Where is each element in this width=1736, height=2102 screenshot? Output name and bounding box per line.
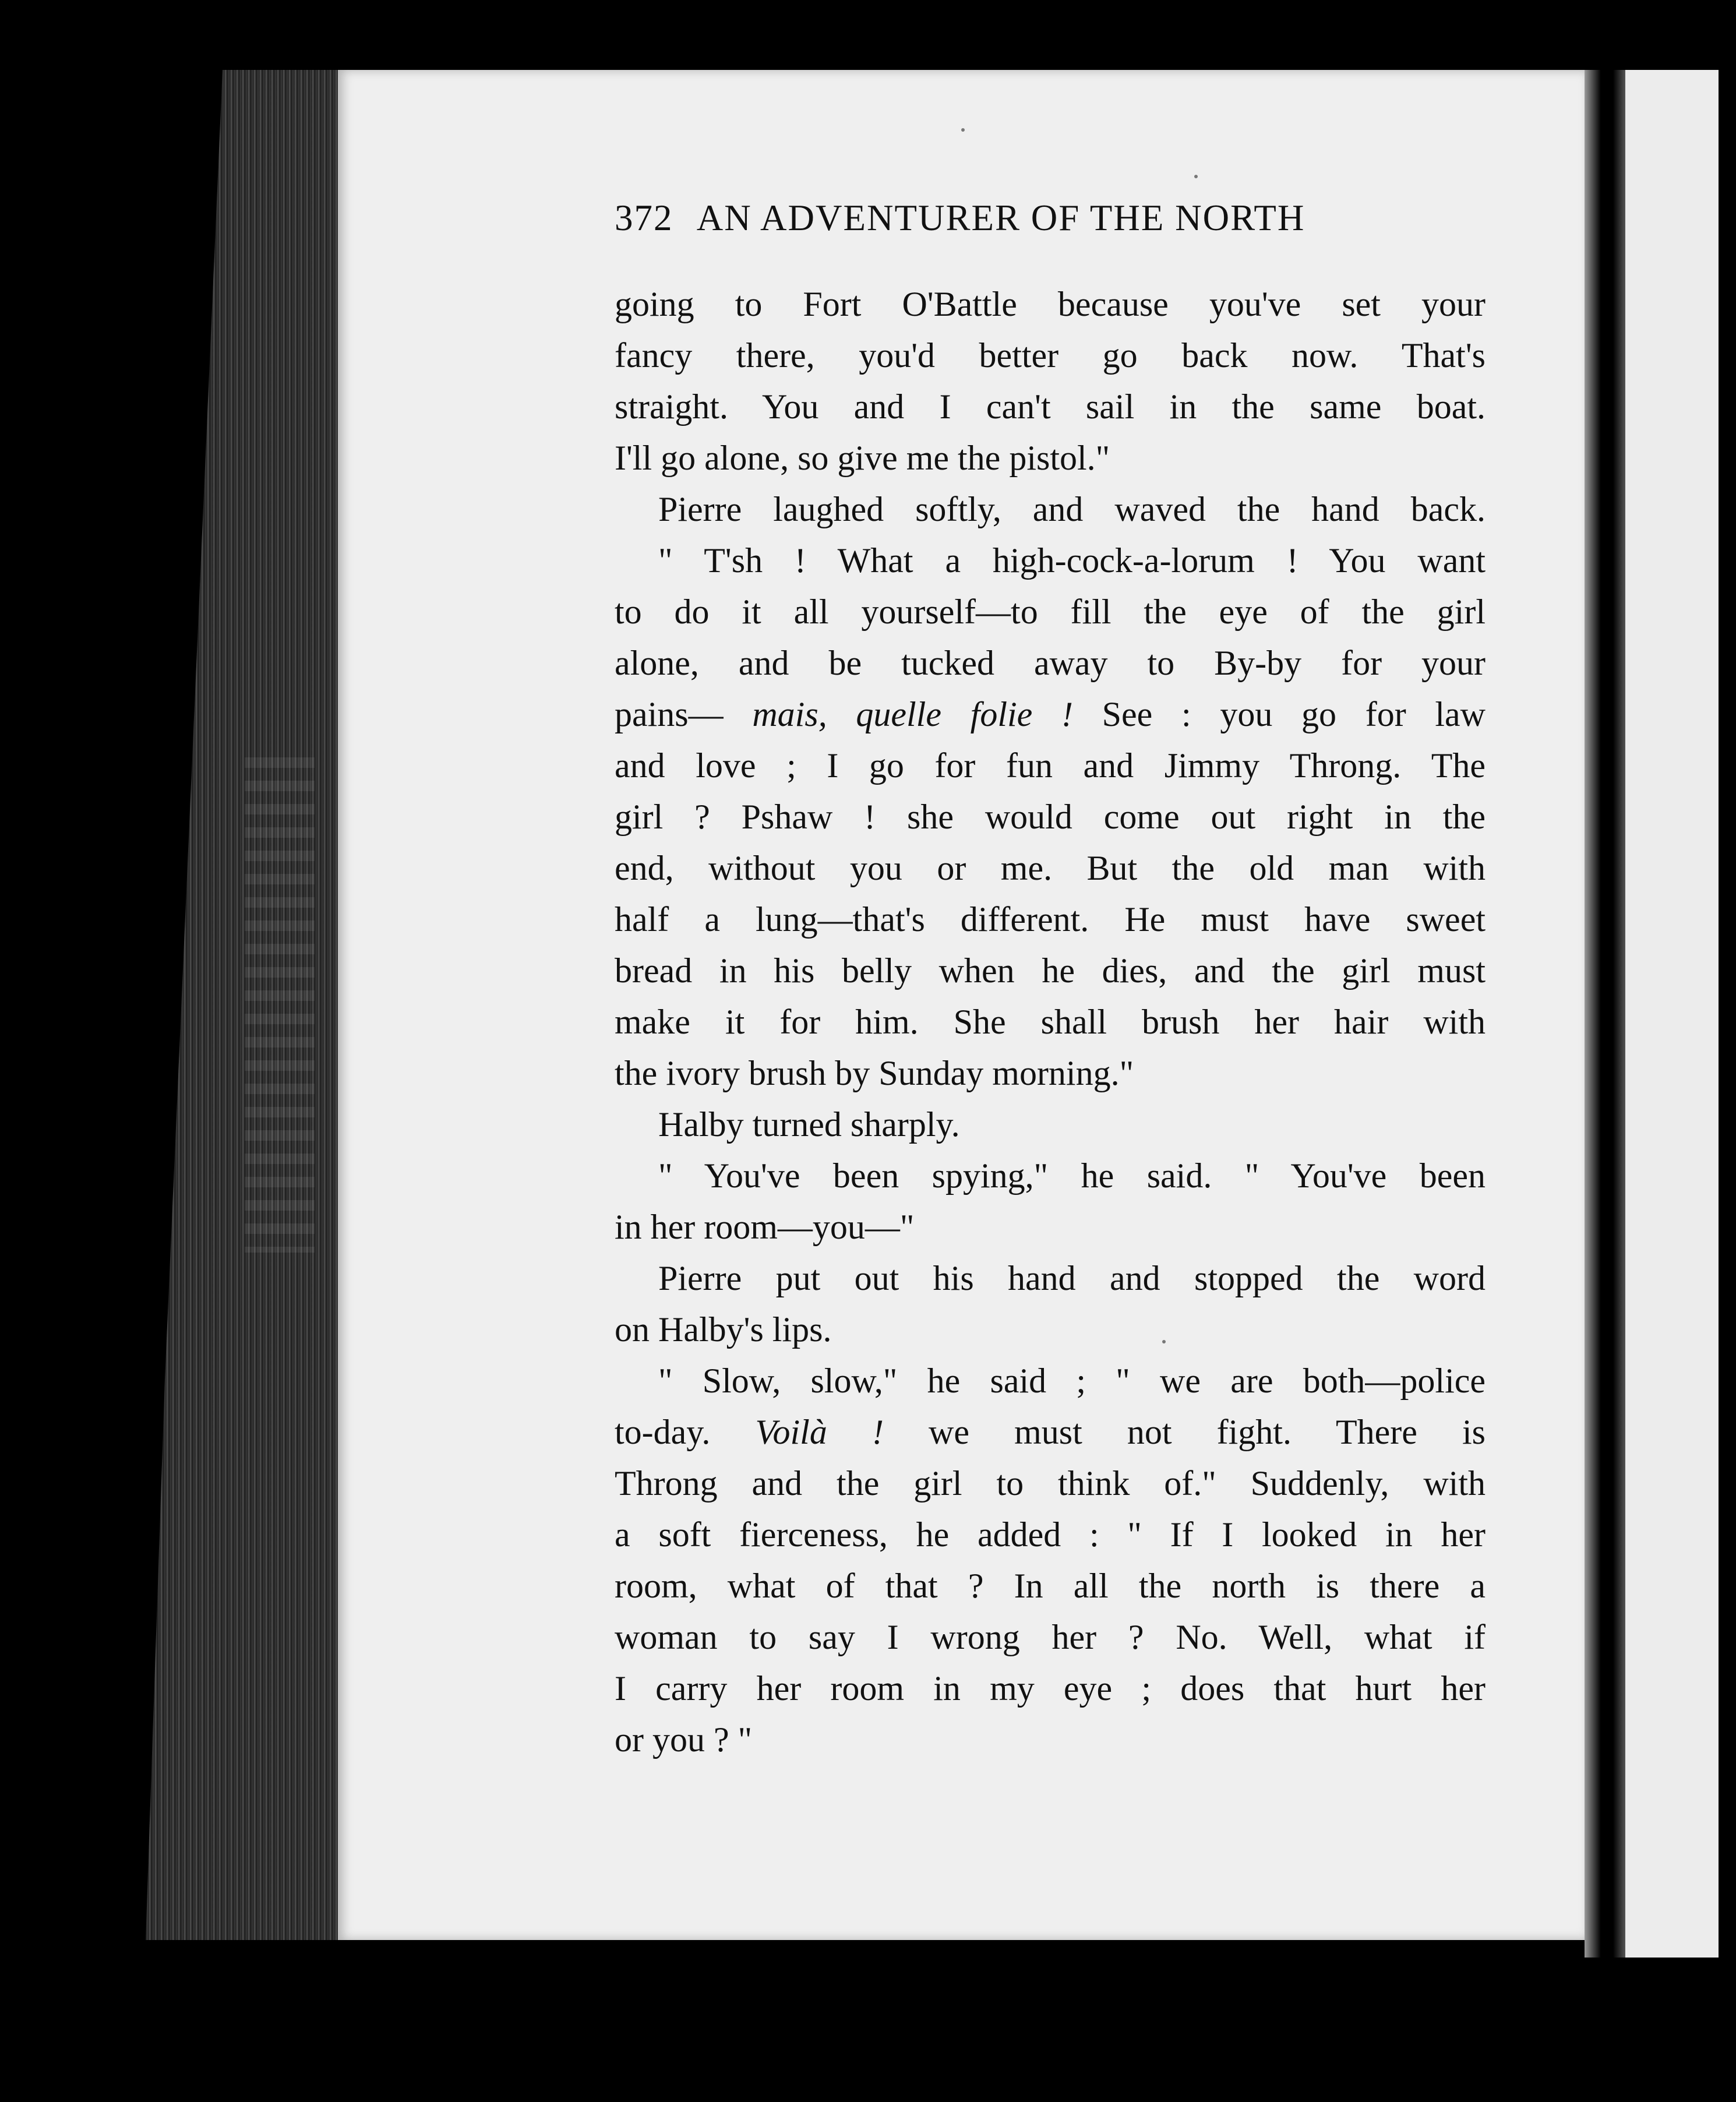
text-line: Halby turned sharply. bbox=[658, 1105, 960, 1144]
book-gutter bbox=[1585, 70, 1625, 1958]
text-line bbox=[615, 1406, 1486, 1458]
book-title: AN ADVENTURER OF THE NORTH bbox=[696, 197, 1305, 238]
text-line: to do it all yourself—to fill the eye of the girl bbox=[615, 592, 1486, 631]
body-text bbox=[615, 278, 1486, 1765]
text-line: or you ? " bbox=[615, 1720, 753, 1759]
text-segment: we must not fight. There is bbox=[929, 1413, 1486, 1451]
text-line: girl ? Pshaw ! she would come out right in the bbox=[615, 798, 1486, 836]
text-line: straight. You and I can't sail in the same boat. bbox=[615, 387, 1486, 426]
text-line: in her room—you—" bbox=[615, 1208, 915, 1246]
text-segment: See : you go for law bbox=[1102, 695, 1486, 733]
text-line: going to Fort O'Battle because you've set your bbox=[615, 285, 1486, 323]
page-edge-markings bbox=[245, 757, 315, 1253]
text-line: and love ; I go for fun and Jimmy Throng. The bbox=[615, 746, 1486, 785]
text-line: fancy there, you'd better go back now. That's bbox=[615, 336, 1486, 375]
italic-phrase: Voilà ! bbox=[755, 1413, 884, 1451]
text-line: a soft fierceness, he added : " If I looked in her bbox=[615, 1515, 1486, 1554]
text-line: Pierre put out his hand and stopped the word bbox=[658, 1259, 1486, 1297]
text-line: the ivory brush by Sunday morning." bbox=[615, 1054, 1134, 1092]
text-line: I carry her room in my eye ; does that hurt her bbox=[615, 1669, 1486, 1708]
text-segment: to-day. bbox=[615, 1413, 756, 1451]
page-speck bbox=[1194, 175, 1198, 178]
text-line: " You've been spying," he said. " You've been bbox=[658, 1156, 1486, 1195]
text-line: end, without you or me. But the old man with bbox=[615, 849, 1486, 887]
text-line: bread in his belly when he dies, and the girl must bbox=[615, 951, 1486, 990]
text-line: Throng and the girl to think of." Suddenly, with bbox=[615, 1464, 1486, 1503]
text-line: make it for him. She shall brush her hair with bbox=[615, 1003, 1486, 1041]
text-line: alone, and be tucked away to By-by for your bbox=[615, 644, 1486, 682]
page-number: 372 bbox=[615, 197, 673, 238]
italic-phrase: mais, quelle folie ! bbox=[752, 695, 1073, 733]
text-line: room, what of that ? In all the north is there a bbox=[615, 1567, 1486, 1605]
text-line bbox=[615, 689, 1486, 740]
text-line: Pierre laughed softly, and waved the hand back. bbox=[658, 490, 1486, 528]
text-line: on Halby's lips. bbox=[615, 1310, 832, 1349]
next-page-edge bbox=[1625, 70, 1719, 1958]
text-line: " T'sh ! What a high-cock-a-lorum ! You want bbox=[658, 541, 1486, 580]
text-line: half a lung—that's different. He must have sweet bbox=[615, 900, 1486, 939]
page-speck bbox=[961, 128, 965, 132]
text-line: I'll go alone, so give me the pistol." bbox=[615, 439, 1110, 477]
text-line: woman to say I wrong her ? No. Well, what if bbox=[615, 1618, 1486, 1656]
text-segment: pains— bbox=[615, 695, 724, 733]
text-line: " Slow, slow," he said ; " we are both—police bbox=[658, 1362, 1486, 1400]
running-head bbox=[615, 197, 1430, 249]
